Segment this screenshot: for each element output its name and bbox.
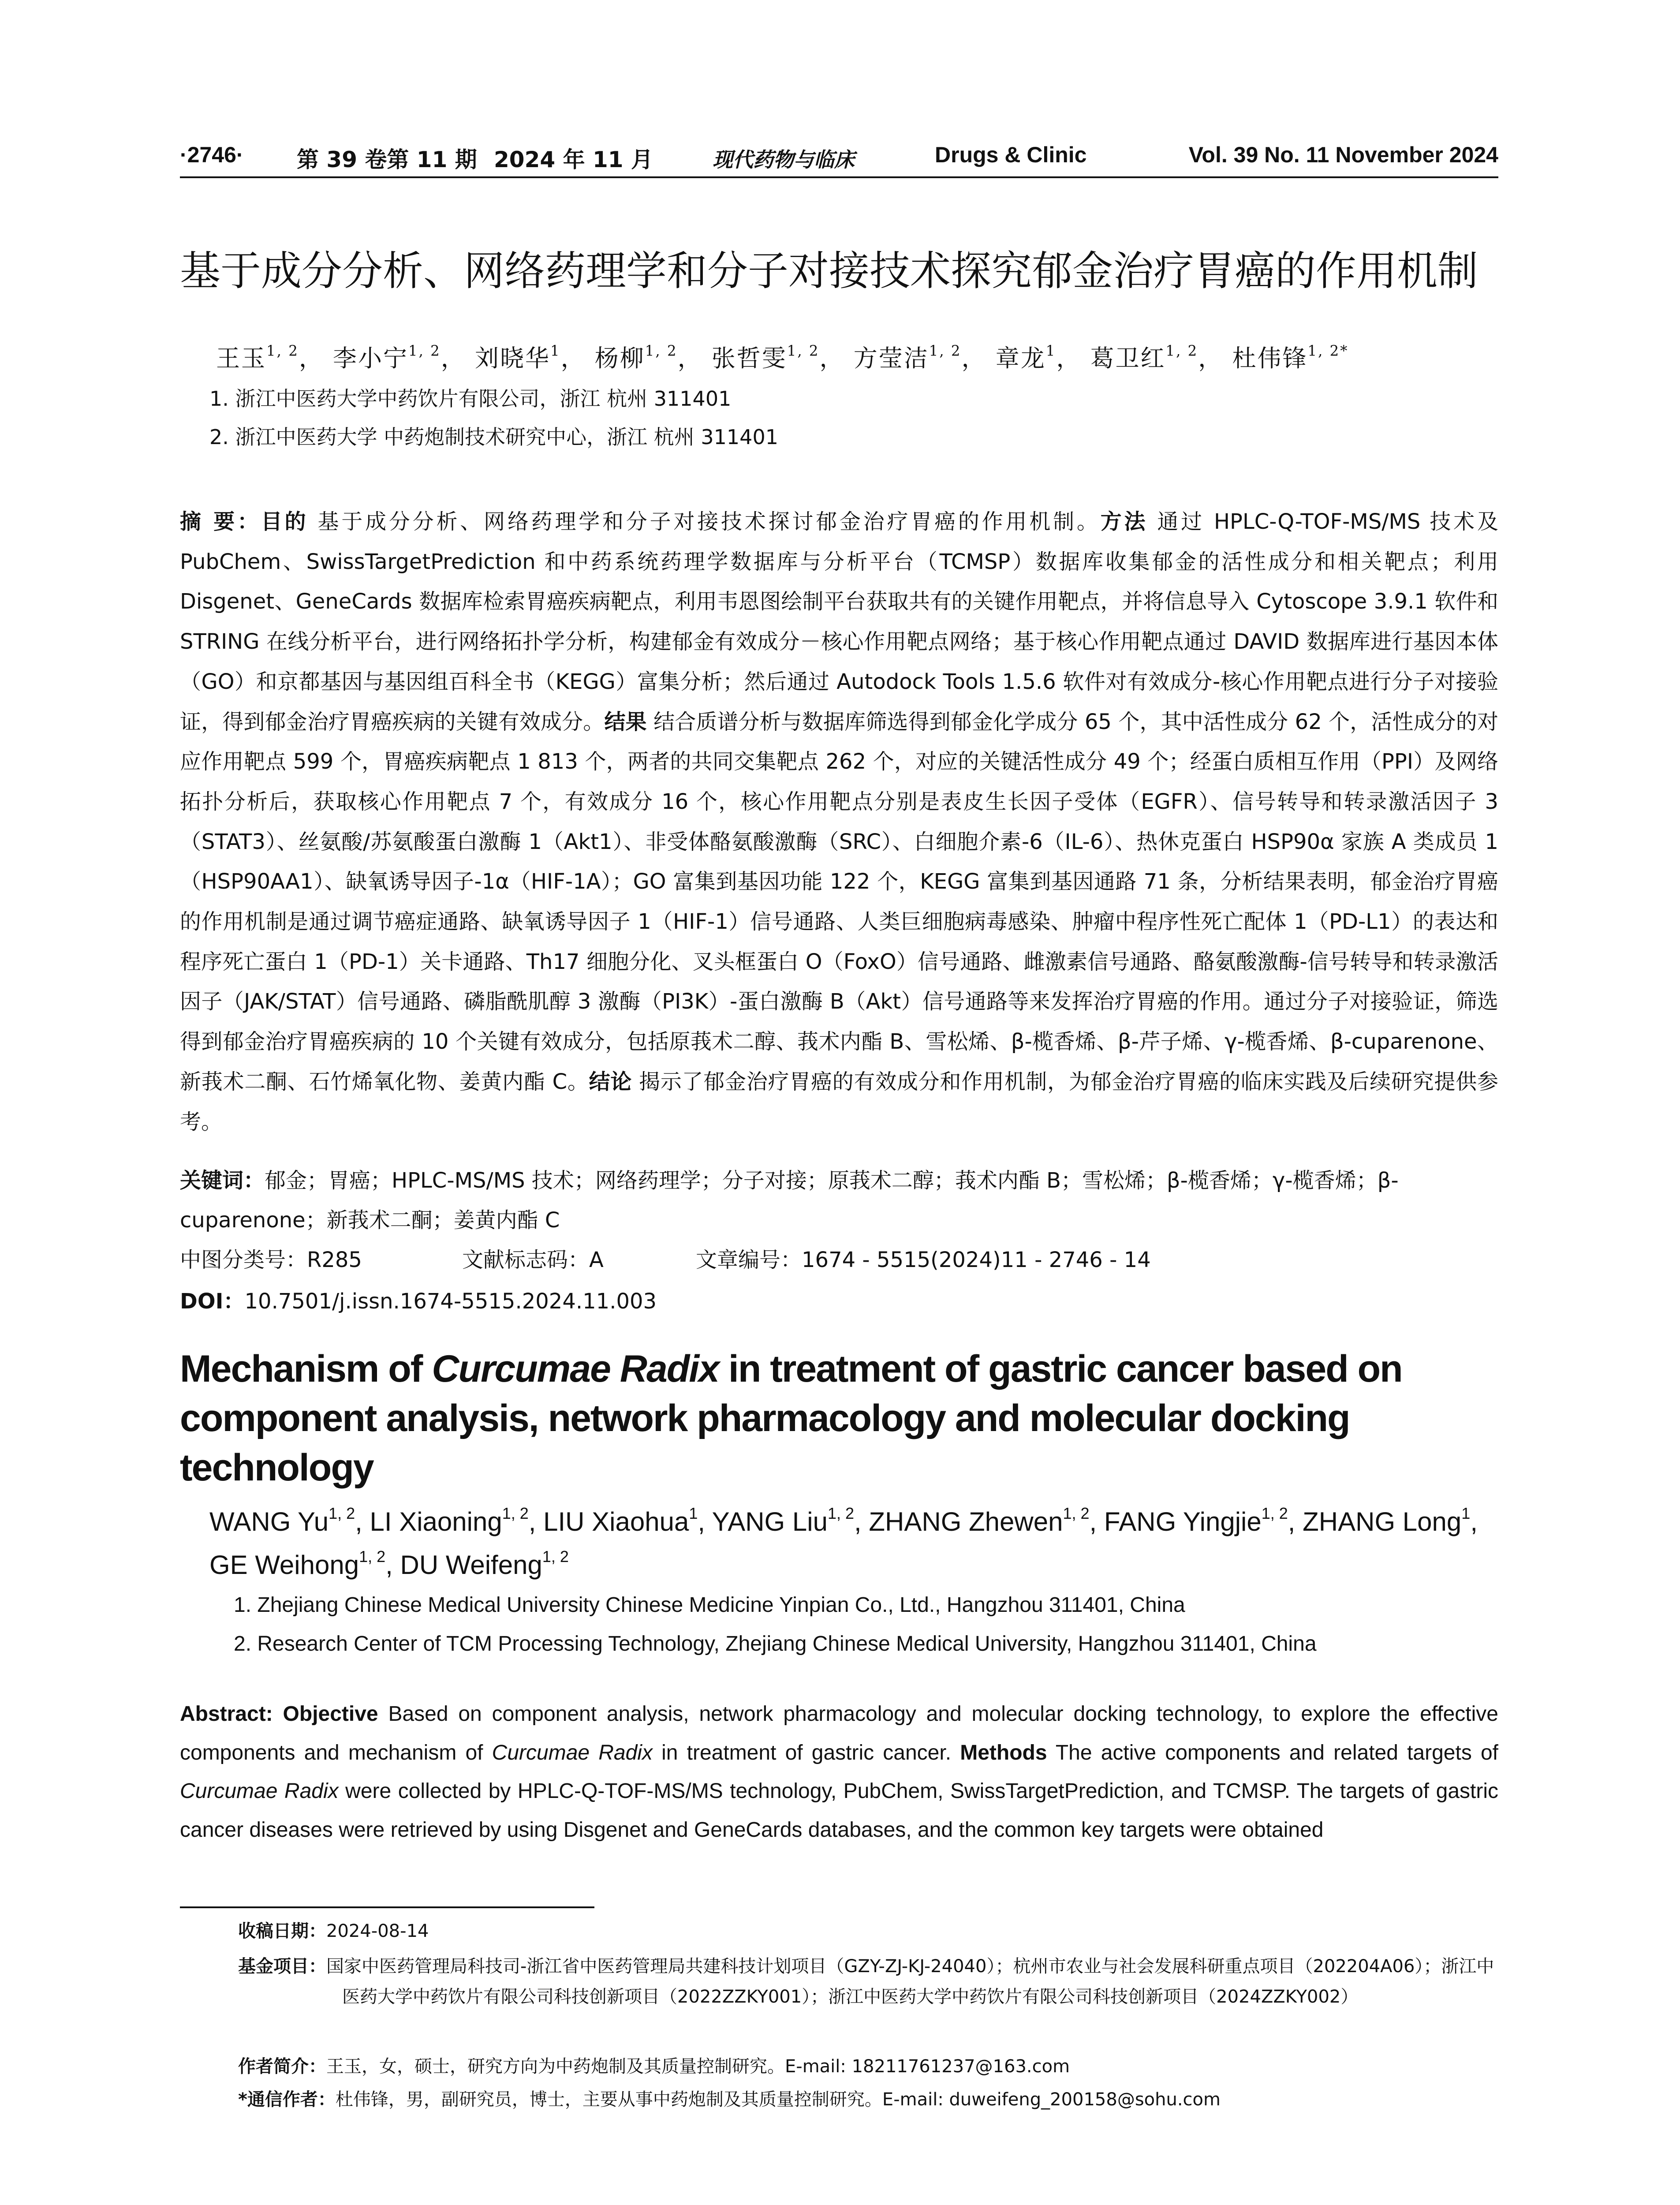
author-affiliation-mark: 1 xyxy=(1045,342,1057,359)
fund-label: 基金项目： xyxy=(238,1956,326,1977)
english-affiliation: 2. Research Center of TCM Processing Technology, Zhejiang Chinese Medical University, Hangzhou 311401, China xyxy=(234,1632,1317,1656)
chinese-authors: 王玉$^{1, 2}$， 李小宁$^{1, 2}$， 刘晓华$^1$， 杨柳$^{1, 2}$， 张哲雯$^{1, 2}$， 方莹洁$^{1, 2}$， 章龙$^1$， 葛卫红$^{1, 2}$， 杜伟锋$^{1, 2*}$ xyxy=(216,342,1349,372)
keywords-label: 关键词： xyxy=(180,1168,265,1193)
author-affiliation-mark: 1, 2 xyxy=(1165,342,1198,359)
article-number: 文章编号：1674 - 5515(2024)11 - 2746 - 14 xyxy=(696,1248,1151,1272)
author-affiliation-mark: 1, 2 xyxy=(929,342,962,359)
author-affiliation-mark: 1, 2 xyxy=(645,342,678,359)
author-name: LIU Xiaohua xyxy=(543,1507,689,1536)
methods-text: were collected by HPLC-Q-TOF-MS/MS technology, PubChem, SwissTargetPrediction, and TCMSP. The targets of gastric cancer diseases were retrieved by using Disgenet and GeneCards databases, and the common key targets were obtained xyxy=(180,1779,1499,1842)
author-name: WANG Yu xyxy=(209,1507,329,1536)
footnote-received xyxy=(238,1916,1499,1947)
title-part: in treatment of gastric cancer based on component analysis, network pharmacology and molecular docking technology xyxy=(180,1348,1402,1489)
chinese-title: 基于成分分析、网络药理学和分子对接技术探究郁金治疗胃癌的作用机制 xyxy=(180,247,1478,295)
author-name: FANG Yingjie xyxy=(1104,1507,1262,1536)
objective-text: in treatment of gastric cancer. xyxy=(652,1741,960,1764)
fund-text: 国家中医药管理局科技司-浙江省中医药管理局共建科技计划项目（GZY-ZJ-KJ-24040）；杭州市农业与社会发展科研重点项目（202204A06）；浙江中医药大学中药饮片有限公司科技创新项目（2022ZZKY001）；浙江中医药大学中药饮片有限公司科技创新项目（2024ZZKY002） xyxy=(326,1956,1494,2007)
header-page-number: ·2746· xyxy=(180,142,244,167)
footnote-rule xyxy=(180,1906,594,1908)
title-part: Mechanism of xyxy=(180,1348,432,1390)
author-affiliation-mark: 1, 2 xyxy=(408,342,441,359)
author-affiliation-mark: 1 xyxy=(689,1504,698,1522)
received-date: 2024-08-14 xyxy=(326,1921,429,1941)
author-name: 葛卫红 xyxy=(1090,344,1166,372)
author-name: 杜伟锋 xyxy=(1232,344,1308,372)
english-authors: WANG Yu$^{1, 2}$, LI Xiaoning$^{1, 2}$, LIU Xiaohua$^1$, YANG Liu$^{1, 2}$, ZHANG Zhewen$^{1, 2}$, FANG Yingjie$^{1, 2}$, ZHANG Long$^1$, GE Weihong$^{1, 2}$, DU Weifeng$^{1, 2}$ xyxy=(209,1504,1478,1580)
author-name: GE Weihong xyxy=(209,1550,359,1580)
chinese-affiliation: 2. 浙江中医药大学 中药炮制技术研究中心，浙江 杭州 311401 xyxy=(209,425,778,449)
author-bio-label: 作者简介： xyxy=(238,2056,326,2077)
english-abstract xyxy=(180,1695,1498,1849)
abstract-label: 摘 要： xyxy=(180,509,261,534)
methods-text: 通过 HPLC-Q-TOF-MS/MS 技术及 PubChem、SwissTargetPrediction 和中药系统药理学数据库与分析平台（TCMSP）数据库收集郁金的活性成分和相关靶点；利用 Disgenet、GeneCards 数据库检索胃癌疾病靶点，利用韦恩图绘制平台获取共有的关键作用靶点，并将信息导入 Cytoscope 3.9.1 软件和 STRING 在线分析平台，进行网络拓扑学分析，构建郁金有效成分－核心作用靶点网络；基于核心作用靶点通过 DAVID 数据库进行基因本体（GO）和京都基因与基因组百科全书（KEGG）富集分析；然后通过 Autodock Tools 1.5.6 软件对有效成分-核心作用靶点进行分子对接验证，得到郁金治疗胃癌疾病的关键有效成分。 xyxy=(180,509,1498,734)
keywords xyxy=(180,1161,1498,1240)
results-text: 结合质谱分析与数据库筛选得到郁金化学成分 65 个，其中活性成分 62 个，活性成分的对应作用靶点 599 个，胃癌疾病靶点 1 813 个，两者的共同交集靶点 262 个，对应的关键活性成分 49 个；经蛋白质相互作用（PPI）及网络拓扑分析后，获取核心作用靶点 7 个，有效成分 16 个，核心作用靶点分别是表皮生长因子受体（EGFR）、信号转导和转录激活因子 3（STAT3）、丝氨酸/苏氨酸蛋白激酶 1（Akt1）、非受体酪氨酸激酶（SRC）、白细胞介素-6（IL-6）、热休克蛋白 HSP90α 家族 A 类成员 1（HSP90AA1）、缺氧诱导因子-1α（HIF-1A）；GO 富集到基因功能 122 个，KEGG 富集到基因通路 71 条，分析结果表明，郁金治疗胃癌的作用机制是通过调节癌症通路、缺氧诱导因子 1（HIF-1）信号通路、人类巨细胞病毒感染、肿瘤中程序性死亡配体 1（PD-L1）的表达和程序死亡蛋白 1（PD-1）关卡通路、Th17 细胞分化、叉头框蛋白 O（FoxO）信号通路、雌激素信号通路、酪氨酸激酶-信号转导和转录激活因子（JAK/STAT）信号通路、磷脂酰肌醇 3 激酶（PI3K）-蛋白激酶 B（Akt）信号通路等来发挥治疗胃癌的作用。通过分子对接验证，筛选得到郁金治疗胃癌疾病的 10 个关键有效成分，包括原莪术二醇、莪术内酯 B、雪松烯、β-榄香烯、β-芹子烯、γ-榄香烯、β-cuparenone、新莪术二酮、石竹烯氧化物、姜黄内酯 C。 xyxy=(180,709,1498,1094)
author-name: ZHANG Long xyxy=(1303,1507,1462,1536)
corresponding-text: 杜伟锋，男，副研究员，博士，主要从事中药炮制及其质量控制研究。E-mail: duweifeng_200158@sohu.com xyxy=(335,2089,1221,2110)
author-name: 杨柳 xyxy=(594,344,645,372)
footnote-fund xyxy=(238,1951,1499,2012)
author-name: LI Xiaoning xyxy=(370,1507,502,1536)
author-affiliation-mark: 1 xyxy=(550,342,561,359)
header-issue-en: Vol. 39 No. 11 November 2024 xyxy=(1188,142,1498,167)
received-label: 收稿日期： xyxy=(238,1921,326,1941)
objective-text: Based on component analysis, network pharmacology and molecular docking technology, to explore the effective components and mechanism of xyxy=(180,1702,1499,1764)
author-affiliation-mark: 1, 2 xyxy=(266,342,299,359)
author-affiliation-mark: 1, 2 xyxy=(827,1504,855,1522)
author-name: 张哲雯 xyxy=(711,344,787,372)
author-bio-text: 王玉，女，硕士，研究方向为中药炮制及其质量控制研究。E-mail: 18211761237@163.com xyxy=(326,2056,1070,2077)
methods-label: 方法 xyxy=(1100,509,1148,534)
footnote-author xyxy=(238,2052,1499,2082)
document-code: 文献标志码：A xyxy=(462,1248,604,1272)
clc-number: 中图分类号：R285 xyxy=(180,1248,362,1272)
corresponding-label: *通信作者： xyxy=(238,2089,336,2110)
results-label: 结果 xyxy=(604,709,647,734)
objective-text: 基于成分分析、网络药理学和分子对接技术探讨郁金治疗胃癌的作用机制。 xyxy=(308,509,1101,534)
english-title xyxy=(180,1344,1525,1492)
footnote-corresponding xyxy=(238,2085,1499,2115)
author-name: 刘晓华 xyxy=(474,344,550,372)
abstract-label: Abstract: xyxy=(180,1702,283,1726)
header-issue-cn: 第 39 卷第 11 期 xyxy=(297,147,477,172)
herb-name: Curcumae Radix xyxy=(492,1741,653,1764)
header-date-cn: 2024 年 11 月 xyxy=(494,147,653,172)
author-affiliation-mark: 1, 2 xyxy=(787,342,820,359)
objective-label: Objective xyxy=(283,1702,378,1726)
herb-name: Curcumae Radix xyxy=(180,1779,339,1803)
author-affiliation-mark: 1, 2 xyxy=(1063,1504,1090,1522)
author-name: 王玉 xyxy=(216,344,266,372)
author-name: 李小宁 xyxy=(332,344,408,372)
author-affiliation-mark: 1, 2* xyxy=(1307,342,1349,359)
methods-text: The active components and related targets of xyxy=(1047,1741,1499,1764)
author-name: 方莹洁 xyxy=(853,344,929,372)
header-journal-en: Drugs & Clinic xyxy=(935,142,1087,167)
conclusion-label: 结论 xyxy=(589,1069,632,1094)
title-herb-name: Curcumae Radix xyxy=(432,1348,719,1390)
author-affiliation-mark: 1 xyxy=(1461,1504,1471,1522)
chinese-affiliation: 1. 浙江中医药大学中药饮片有限公司，浙江 杭州 311401 xyxy=(209,387,732,411)
conclusion-text: 揭示了郁金治疗胃癌的有效成分和作用机制，为郁金治疗胃癌的临床实践及后续研究提供参考。 xyxy=(180,1069,1498,1134)
doi-value: 10.7501/j.issn.1674-5515.2024.11.003 xyxy=(244,1289,657,1314)
methods-label: Methods xyxy=(960,1741,1047,1764)
author-name: 章龙 xyxy=(995,344,1046,372)
chinese-abstract xyxy=(180,502,1498,1142)
running-header xyxy=(180,142,1498,177)
author-affiliation-mark: 1, 2 xyxy=(359,1547,386,1566)
doi xyxy=(180,1284,657,1315)
objective-label: 目的 xyxy=(261,509,309,534)
keywords-text: 郁金；胃癌；HPLC-MS/MS 技术；网络药理学；分子对接；原莪术二醇；莪术内酯 B；雪松烯；β-榄香烯；γ-榄香烯；β-cuparenone；新莪术二酮；姜黄内酯 C xyxy=(180,1168,1399,1233)
english-affiliation: 1. Zhejiang Chinese Medical University Chinese Medicine Yinpian Co., Ltd., Hangzhou 311401, China xyxy=(234,1593,1185,1617)
author-affiliation-mark: 1, 2 xyxy=(329,1504,355,1522)
author-name: ZHANG Zhewen xyxy=(869,1507,1063,1536)
author-affiliation-mark: 1, 2 xyxy=(502,1504,529,1522)
header-journal-cn: 现代药物与临床 xyxy=(713,148,855,172)
header-rule xyxy=(180,176,1498,178)
author-affiliation-mark: 1, 2 xyxy=(1261,1504,1288,1522)
doi-label: DOI： xyxy=(180,1289,245,1314)
author-name: DU Weifeng xyxy=(400,1550,542,1580)
author-affiliation-mark: 1, 2 xyxy=(542,1547,569,1566)
author-name: YANG Liu xyxy=(712,1507,828,1536)
